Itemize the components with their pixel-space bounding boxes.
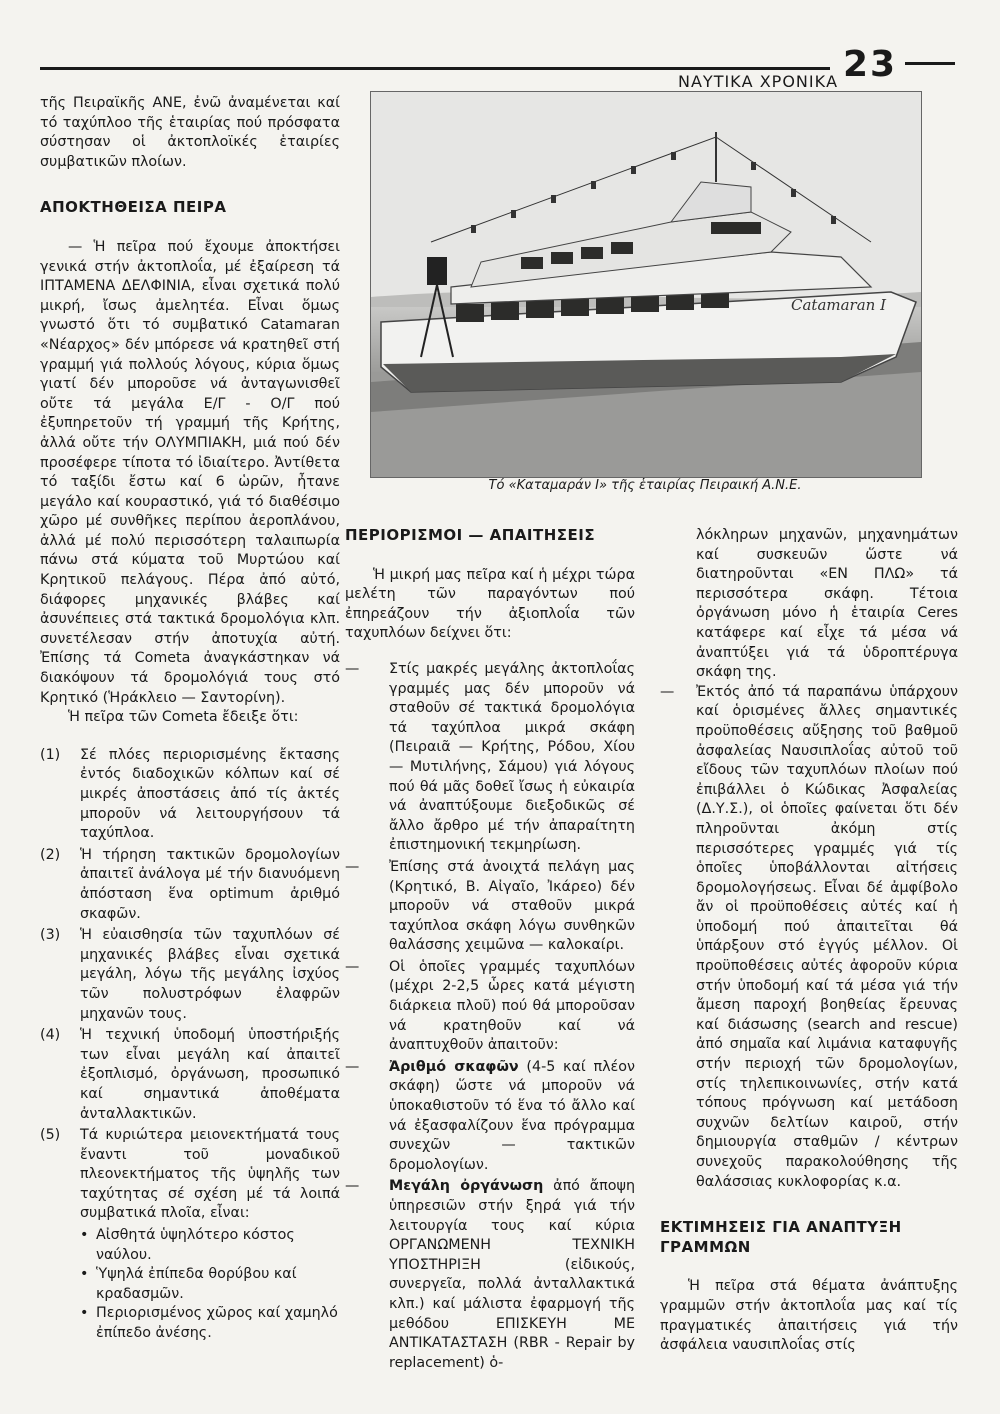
dash-item: — Ἀριθμό σκαφῶν (4-5 καί πλέον σκάφη) ὥστε νά μποροῦν νά ὑποκαθιστοῦν τό ἕνα τό ἄλλο καί νά ἐξασφαλίζουν ἕνα πρόγραμμα συνεχῶν — τακτικῶν δρομολογίων.: [345, 1058, 636, 1173]
section-heading-limitations: ΠΕΡΙΟΡΙΣΜΟΙ — ΑΠΑΙΤΗΣΕΙΣ: [345, 526, 596, 544]
header-rule-left: [40, 67, 830, 70]
page-number: 23: [843, 44, 898, 85]
col1-intro: τῆς Πειραϊκῆς ΑΝΕ, ἐνῶ ἀναμένεται καί τό ταχύπλοο τῆς ἑταιρίας πού πρόσφατα σύστησαν οἱ ἀκτοπλοϊκές ἑταιρίες συμβατικῶν πλοίων.: [40, 95, 340, 170]
header-rule-right: [905, 62, 955, 65]
bullet-item: • Ὑψηλά ἐπίπεδα θορύβου καί κραδασμῶν.: [40, 1265, 340, 1304]
publication-title: ΝΑΥΤΙΚΑ ΧΡΟΝΙΚΑ: [678, 72, 839, 91]
col3-paragraph: Ἡ πεῖρα στά θέματα ἀνάπτυξης γραμμῶν στήν ἀκτοπλοΐα μας καί τίς πραγματικές ἀπαιτήσεις γιά τήν ἀσφάλεια ναυσιπλοΐας στίς: [660, 1278, 958, 1354]
numbered-item: (5) Τά κυριώτερα μειονεκτήματά τους ἔναντι τοῦ μοναδικοῦ πλεονεκτήματος τῆς ὑψηλῆς των ταχύτητας σέ σχέση μέ τά λοιπά συμβατικά πλοῖα, εἶναι:: [40, 1127, 340, 1222]
column-3: [660, 526, 958, 1356]
numbered-item: (4) Ἡ τεχνική ὑποδομή ὑποστήριξής των εἶναι μεγάλη καί ἀπαιτεῖ ἐξοπλισμό, ὀργάνωση, προσωπικό καί σημαντικά ἀποθέματα ἀνταλλακτικῶν.: [40, 1027, 340, 1122]
bullet-item: • Περιορισμένος χῶρος καί χαμηλό ἐπίπεδο ἀνέσης.: [40, 1304, 340, 1343]
column-1: [40, 94, 340, 1344]
bullet-item: • Αἰσθητά ὑψηλότερο κόστος ναύλου.: [40, 1226, 340, 1265]
dash-item: — Στίς μακρές μεγάλης ἀκτοπλοΐας γραμμές μας δέν μποροῦν νά σταθοῦν σέ τακτικά δρομολόγια τά ταχύπλοα μικρά σκάφη (Πειραιᾶ — Κρήτης, Ρόδου, Χίου — Μυτιλήνης, Σάμου) γιά λόγους πού θά μᾶς δοθεῖ ἴσως ἡ εὐκαιρία νά ἀναπτύξουμε διεξοδικῶς σέ ἄλλο ἄρθρο μέ τήν ἀπαραίτητη ἐπιστημονική τεκμηρίωση.: [345, 660, 635, 854]
dash-item: — Μεγάλη ὀργάνωση ἀπό ἄποψη ὑπηρεσιῶν στήν ξηρά γιά τήν λειτουργία τους καί κύρια ΟΡΓΑΝΩΜΕΝΗ ΤΕΧΝΙΚΗ ΥΠΟΣΤΗΡΙΞΗ (εἰδικούς, συνεργεῖα, πολλά ἀνταλλακτικά κλπ.) καί μάλιστα ἐφαρμογή τῆς μεθόδου ΕΠΙΣΚΕΥΗ ΜΕ ΑΝΤΙΚΑΤΑΣΤΑΣΗ (RBR - Repair by replacement) ὁ-: [345, 1178, 636, 1371]
hull-name-text: Catamaran I: [791, 296, 887, 314]
col3-continuation: λόκληρων μηχανῶν, μηχανημάτων καί συσκευῶν ὥστε νά διατηροῦνται «ΕΝ ΠΛΩ» τά περισσότερα σκάφη. Τέτοια ὀργάνωση μόνο ἡ ἑταιρία Ceres κατάφερε καί εἶχε τά μέσα νά ἀναπτύξει γιά τά ὑδροπτέρυγα σκάφη της.: [696, 527, 958, 681]
section-heading-estimates: ΕΚΤΙΜΗΣΕΙΣ ΓΙΑ ΑΝΑΠΤΥΞΗ ΓΡΑΜΜΩΝ: [660, 1218, 902, 1256]
dash-item: — Οἱ ὁποῖες γραμμές ταχυπλόων (μέχρι 2-2,5 ὧρες κατά μέγιστη διάρκεια πλοῦ) πού θά μποροῦσαν νά κρατηθοῦν καί νά ἀναπτυχθοῦν ἀπαιτοῦν:: [345, 958, 635, 1054]
column-2: [345, 526, 635, 1375]
bullet-icon: •: [80, 1305, 89, 1322]
bullet-icon: •: [80, 1227, 89, 1244]
catamaran-illustration: [371, 92, 921, 477]
dash-item: — Ἐκτός ἀπό τά παραπάνω ὑπάρχουν καί ὁρισμένες ἄλλες σημαντικές προϋποθέσεις αὔξησης τοῦ βαθμοῦ ἀσφαλείας Ναυσιπλοΐας αὐτοῦ τοῦ εἴδους τῶν ταχυπλόων πλοίων πού ἐπιβάλλει ὁ Κώδικας Ἀσφαλείας (Δ.Υ.Σ.), οἱ ὁποῖες φαίνεται ὅτι δέν πληροῦνται ἀκόμη στίς περισσότερες γραμμές γιά τίς ὁποῖες ὑποβάλλονται αἰτήσεις δρομολογήσεως. Εἶναι δέ ἀμφίβολο ἄν οἱ προϋποθέσεις αὐτές καί ἡ ὑποδομή πού ἀπαιτεῖται θά ὑπάρξουν στό ἐγγύς μέλλον. Οἱ προϋποθέσεις αὐτές ἀφοροῦν κύρια στήν ὑποδομή καί τά μέσα γιά τήν ἄμεση παροχή βοηθείας ἔρευνας καί διάσωσης (search and rescue) ἀπό σημαῖα καί λιμάνια καταφυγῆς στήν περιοχή τῶν δρομολογίων, στίς τηλεπικοινωνίες, στήν κατά τόπους πρόγνωση καί μετάδοση συχνῶν δελτίων καιροῦ, στήν δημιουργία σταθμῶν / κέντρων συνεχοῦς παρακολούθησης τῆς θαλάσσιας κυκλοφορίας κ.α.: [660, 683, 958, 1190]
col1-paragraph-1: — Ἡ πεῖρα πού ἔχουμε ἀποκτήσει γενικά στήν ἀκτοπλοΐα, μέ ἐξαίρεση τά ΙΠΤΑΜΕΝΑ ΔΕΛΦΙΝΙΑ, εἶναι σχετικά πολύ μικρή, ἴσως ἀμελητέα. Εἶναι ὅμως γνωστό ὅτι τό συμβατικό Catamaran «Νέαρχος» δέν μπόρεσε νά κρατηθεῖ στή γραμμή γιά πολλούς λόγους, κύρια ὅμως γιατί δέν μποροῦσε νά ἀνταγωνισθεῖ οὔτε τά μεγάλα Ε/Γ - Ο/Γ πού ἐξυπηρετοῦν τή γραμμή τῆς Κρήτης, ἀλλά οὔτε τήν ΟΛΥΜΠΙΑΚΗ, μιά πού δέν προσέφερε τίποτα τό ἰδιαίτερο. Ἀντίθετα τό ταξίδι ἔστω καί 6 ὡρῶν, ἦτανε μεγάλο καί κουραστικό, γιά τό διαθέσιμο χῶρο μέ συνθῆκες περίπου ἀεροπλάνου, ἀλλά μέ πολύ περισσότερη ταλαιπωρία πάνω στά κύματα τοῦ Μυρτώου καί Κρητικοῦ πελάγους. Πέρα ἀπό αὐτό, διάφορες μηχανικές βλάβες καί ἀσυνέπειες στά τακτικά δρομολόγια κλπ. συνετέλεσαν στήν ἀποτυχία αὐτή. Ἐπίσης τά Cometa ἀναγκάστηκαν νά διακόψουν τά δρομολόγιά τους στό Κρητικό (Ἡράκλειο — Σαντορίνη).: [40, 238, 340, 706]
dash-item: — Ἐπίσης στά ἀνοιχτά πελάγη μας (Κρητικό, Β. Αἰγαῖο, Ἰκάρεο) δέν μποροῦν νά σταθοῦν μικρά ταχύπλοα σκάφη λόγω συνθηκῶν θαλάσσης χειμῶνα — καλοκαίρι.: [345, 858, 635, 954]
numbered-item: (1) Σέ πλόες περιορισμένης ἔκτασης ἐντός διαδοχικῶν κόλπων καί σέ μικρές ἀποστάσεις ἀπό τίς ἀκτές μποροῦν νά λειτουργήσουν τά ταχύπλοα.: [40, 746, 340, 842]
col2-intro: Ἡ μικρή μας πεῖρα καί ἡ μέχρι τώρα μελέτη τῶν παραγόντων πού ἐπηρεάζουν τήν ἀξιοπλοΐα τῶν ταχυπλόων δείχνει ὅτι:: [345, 566, 635, 642]
section-heading-experience: ΑΠΟΚΤΗΘΕΙΣΑ ΠΕΙΡΑ: [40, 198, 227, 217]
bullet-icon: •: [80, 1266, 89, 1283]
photo-caption: Τό «Καταμαράν Ι» τῆς ἑταιρίας Πειραική Α.Ν.Ε.: [488, 478, 802, 493]
catamaran-photo: [370, 91, 922, 478]
numbered-item: (3) Ἡ εὐαισθησία τῶν ταχυπλόων σέ μηχανικές βλάβες εἶναι σχετικά μεγάλη, λόγω τῆς μεγάλης ἰσχύος τῶν πολυστρόφων ἐλαφρῶν μηχανῶν τους.: [40, 927, 340, 1022]
numbered-item: (2) Ἡ τήρηση τακτικῶν δρομολογίων ἀπαιτεῖ ἀνάλογα μέ τήν διανυόμενη ἀπόσταση ἕνα optimum ἀριθμό σκαφῶν.: [40, 846, 340, 922]
col1-paragraph-2: Ἡ πεῖρα τῶν Cometa ἔδειξε ὅτι:: [68, 709, 299, 726]
